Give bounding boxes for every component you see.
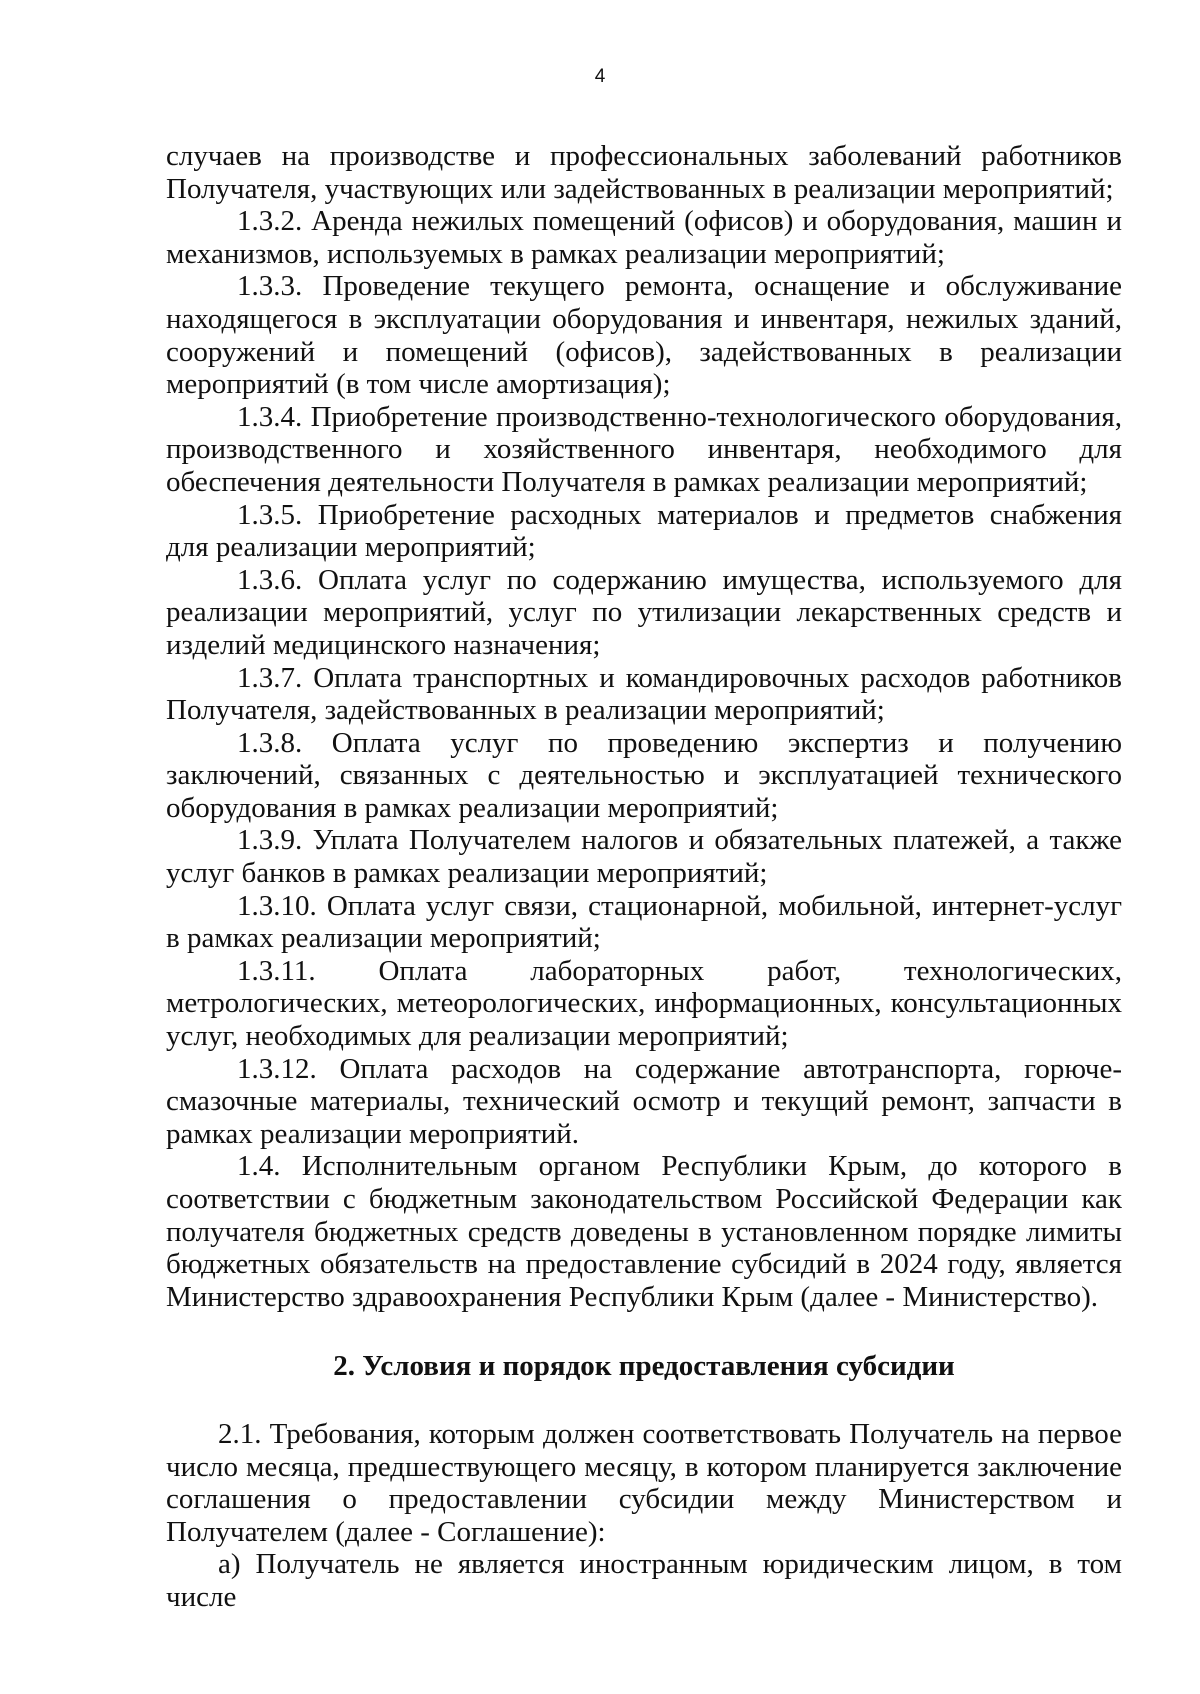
paragraph-1-3-10: 1.3.10. Оплата услуг связи, стационарной, мобильной, интернет-услуг в рамках реализации мероприятий;	[166, 889, 1122, 955]
paragraph-1-3-9: 1.3.9. Уплата Получателем налогов и обязательных платежей, а также услуг банков в рамках реализации мероприятий;	[166, 824, 1122, 890]
paragraph-2-1-a: а) Получатель не является иностранным юридическим лицом, в том числе	[166, 1548, 1122, 1613]
paragraph-1-3-8: 1.3.8. Оплата услуг по проведению экспертиз и получению заключений, связанных с деятельностью и эксплуатацией технического оборудования в рамках реализации мероприятий;	[166, 726, 1122, 824]
paragraph-1-3-4: 1.3.4. Приобретение производственно-технологического оборудования, производственного и хозяйственного инвентаря, необходимого для обеспечения деятельности Получателя в рамках реализации мероприятий;	[166, 400, 1122, 498]
paragraph-1-3-3: 1.3.3. Проведение текущего ремонта, оснащение и обслуживание находящегося в эксплуатации оборудования и инвентаря, нежилых зданий, сооружений и помещений (офисов), задействованных в реализации мероприятий (в том числе амортизация);	[166, 270, 1122, 401]
paragraph-2-1: 2.1. Требования, которым должен соответствовать Получатель на первое число месяца, предшествующего месяцу, в котором планируется заключение соглашения о предоставлении субсидии между Министерством и Получателем (далее - Соглашение):	[166, 1417, 1122, 1548]
paragraph-1-3-5: 1.3.5. Приобретение расходных материалов и предметов снабжения для реализации мероприятий;	[166, 498, 1122, 564]
paragraph-1-4: 1.4. Исполнительным органом Республики Крым, до которого в соответствии с бюджетным законодательством Российской Федерации как получателя бюджетных средств доведены в установленном порядке лимиты бюджетных обязательств на предоставление субсидий в 2024 году, является Министерство здравоохранения Республики Крым (далее - Министерство).	[166, 1150, 1122, 1313]
section-heading: 2. Условия и порядок предоставления субсидии	[333, 1350, 955, 1383]
paragraph-1-3-7: 1.3.7. Оплата транспортных и командировочных расходов работников Получателя, задействованных в реализации мероприятий;	[166, 661, 1122, 727]
paragraph-continuation: случаев на производстве и профессиональных заболеваний работников Получателя, участвующих или задействованных в реализации мероприятий;	[166, 140, 1122, 205]
paragraph-1-3-11: 1.3.11. Оплата лабораторных работ, технологических, метрологических, метеорологических, информационных, консультационных услуг, необходимых для реализации мероприятий;	[166, 954, 1122, 1053]
paragraph-1-3-2: 1.3.2. Аренда нежилых помещений (офисов) и оборудования, машин и механизмов, используемых в рамках реализации мероприятий;	[166, 205, 1122, 270]
page-number: 4	[594, 66, 606, 87]
paragraph-1-3-12: 1.3.12. Оплата расходов на содержание автотранспорта, горюче-смазочные материалы, технический осмотр и текущий ремонт, запчасти в рамках реализации мероприятий.	[166, 1052, 1122, 1150]
paragraph-1-3-6: 1.3.6. Оплата услуг по содержанию имущества, используемого для реализации мероприятий, услуг по утилизации лекарственных средств и изделий медицинского назначения;	[166, 563, 1122, 661]
document-body	[166, 140, 1122, 1614]
